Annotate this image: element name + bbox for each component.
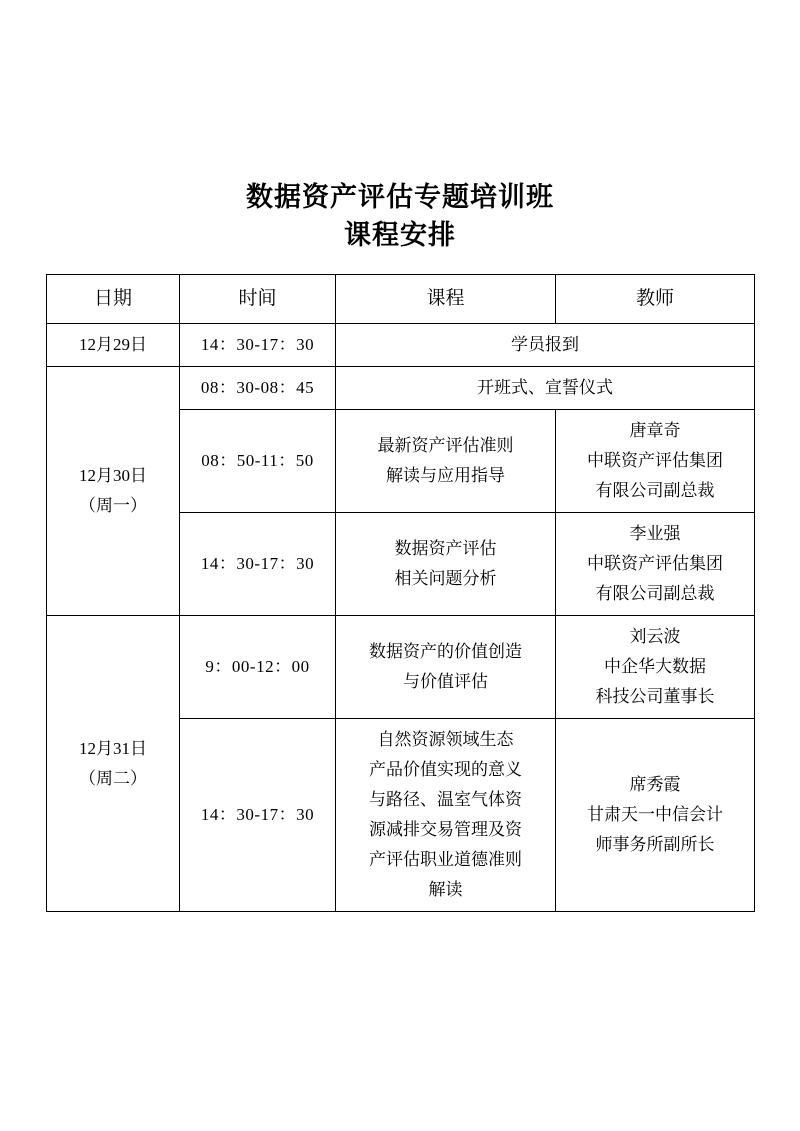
cell-teacher [556,410,755,513]
teacher-line: 席秀霞 [629,775,681,794]
teacher-line: 有限公司副总裁 [595,481,715,500]
course-line: 与价值评估 [403,672,488,691]
cell-course [336,513,556,616]
teacher-line: 有限公司副总裁 [595,584,715,603]
course-line: 源减排交易管理及资 [369,820,522,839]
schedule-table [46,274,755,912]
title-line-2: 课程安排 [344,220,456,250]
cell-course-span: 开班式、宣誓仪式 [336,367,755,410]
course-line: 产品价值实现的意义 [369,760,522,779]
course-line: 自然资源领域生态 [377,730,514,749]
course-line: 解读 [428,880,463,899]
teacher-line: 中企华大数据 [604,657,706,676]
cell-time: 08：50-11：50 [180,410,336,513]
title-line-1: 数据资产评估专题培训班 [246,182,554,212]
course-line: 最新资产评估准则 [377,436,514,455]
cell-course-span: 学员报到 [336,324,755,367]
course-line: 数据资产的价值创造 [369,642,522,661]
cell-date [47,367,180,616]
cell-course [336,410,556,513]
cell-date-sub: （周一） [79,496,147,515]
cell-date-main: 12月31日 [79,738,147,758]
table-row [47,616,755,719]
teacher-line: 刘云波 [629,627,681,646]
column-header-date: 日期 [47,275,180,324]
cell-course [336,616,556,719]
cell-teacher [556,719,755,912]
column-header-teacher: 教师 [556,275,755,324]
teacher-line: 师事务所副所长 [595,835,715,854]
cell-date-main: 12月30日 [79,466,147,485]
cell-time: 14：30-17：30 [180,324,336,367]
cell-time: 9：00-12：00 [180,616,336,719]
document-title [0,0,800,254]
course-line: 相关问题分析 [394,569,497,588]
cell-time: 14：30-17：30 [180,513,336,616]
cell-date-sub: （周二） [79,768,147,788]
course-line: 数据资产评估 [394,539,497,558]
schedule-table-wrapper [46,274,754,912]
table-header-row [47,275,755,324]
teacher-line: 李业强 [629,524,681,543]
cell-date [47,616,180,912]
table-row [47,367,755,410]
teacher-line: 中联资产评估集团 [587,554,723,573]
teacher-line: 唐章奇 [629,421,681,440]
cell-teacher [556,513,755,616]
teacher-line: 中联资产评估集团 [587,451,723,470]
cell-teacher [556,616,755,719]
teacher-line: 科技公司董事长 [595,687,715,706]
course-line: 产评估职业道德准则 [369,850,522,869]
cell-course [336,719,556,912]
course-line: 解读与应用指导 [386,466,505,485]
course-line: 与路径、温室气体资 [369,790,522,809]
cell-date: 12月29日 [47,324,180,367]
column-header-time: 时间 [180,275,336,324]
table-row [47,324,755,367]
teacher-line: 甘肃天一中信会计 [587,805,723,824]
cell-time: 14：30-17：30 [180,719,336,912]
cell-time: 08：30-08：45 [180,367,336,410]
column-header-course: 课程 [336,275,556,324]
